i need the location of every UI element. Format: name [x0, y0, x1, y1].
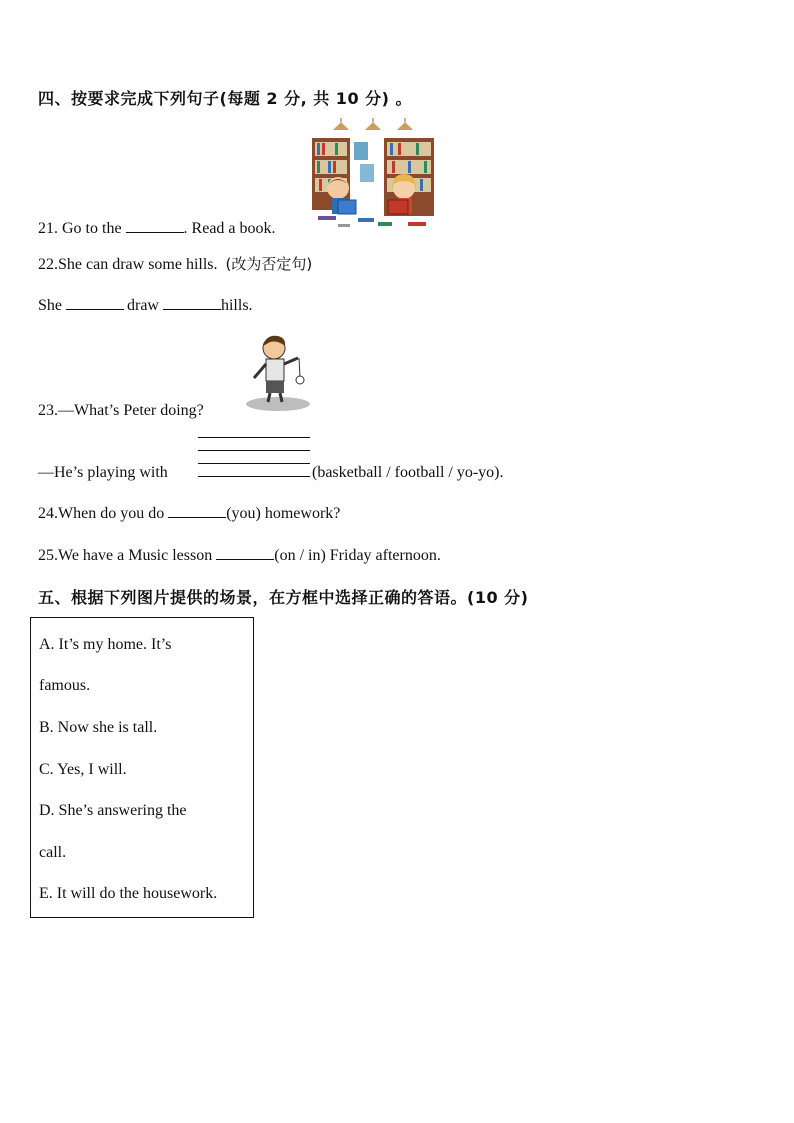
question-25 — [38, 545, 441, 566]
option-d: D. She’s answering the — [39, 802, 187, 819]
question-text: . Read a book. — [183, 220, 276, 237]
option-a-continued: famous. — [39, 677, 91, 694]
question-text: 22.She can draw some hills. — [38, 256, 218, 273]
option-a: A. It’s my home. It’s — [39, 636, 172, 653]
answer-blank[interactable] — [216, 545, 274, 560]
answer-text: hills. — [220, 297, 253, 314]
answer-line[interactable] — [198, 463, 310, 464]
option-d-continued: call. — [39, 844, 67, 861]
question-23-options: (basketball / football / yo-yo). — [312, 464, 504, 481]
option-c: C. Yes, I will. — [39, 761, 127, 778]
option-e: E. It will do the housework. — [39, 885, 218, 902]
question-text: (on / in) Friday afternoon. — [274, 547, 441, 564]
option-b: B. Now she is tall. — [39, 719, 158, 736]
question-text: Go to the — [58, 220, 126, 237]
question-21 — [38, 218, 276, 239]
question-text: 24.When do you do — [38, 505, 169, 522]
answer-blank[interactable] — [163, 295, 221, 310]
answer-text: draw — [127, 297, 163, 314]
answer-blank[interactable] — [66, 295, 124, 310]
library-illustration — [308, 118, 440, 236]
question-text: 25.We have a Music lesson — [38, 547, 217, 564]
answer-line[interactable] — [198, 450, 310, 451]
section-4-title: 四、按要求完成下列句子(每题 2 分, 共 10 分) 。 — [38, 89, 413, 108]
question-22-answer — [38, 295, 253, 316]
answer-blank[interactable] — [168, 503, 226, 518]
answer-line[interactable] — [198, 476, 310, 477]
question-24 — [38, 503, 340, 524]
question-text: (you) homework? — [226, 505, 341, 522]
question-number: 21. — [38, 220, 58, 237]
answer-blank[interactable] — [126, 218, 184, 233]
question-23: 23.—What’s Peter doing? — [38, 402, 204, 419]
lamp-icon — [333, 118, 413, 130]
section-5-title: 五、根据下列图片提供的场景，在方框中选择正确的答语。(10 分) — [38, 588, 529, 607]
boy-yoyo-illustration — [244, 334, 312, 412]
question-23-answer-prefix: —He’s playing with — [38, 464, 168, 481]
question-22 — [38, 254, 312, 275]
answer-options-box — [30, 617, 254, 918]
instruction-note: (改为否定句) — [225, 255, 313, 273]
answer-line[interactable] — [198, 437, 310, 438]
yoyo-icon — [296, 376, 304, 384]
answer-text: She — [38, 297, 66, 314]
